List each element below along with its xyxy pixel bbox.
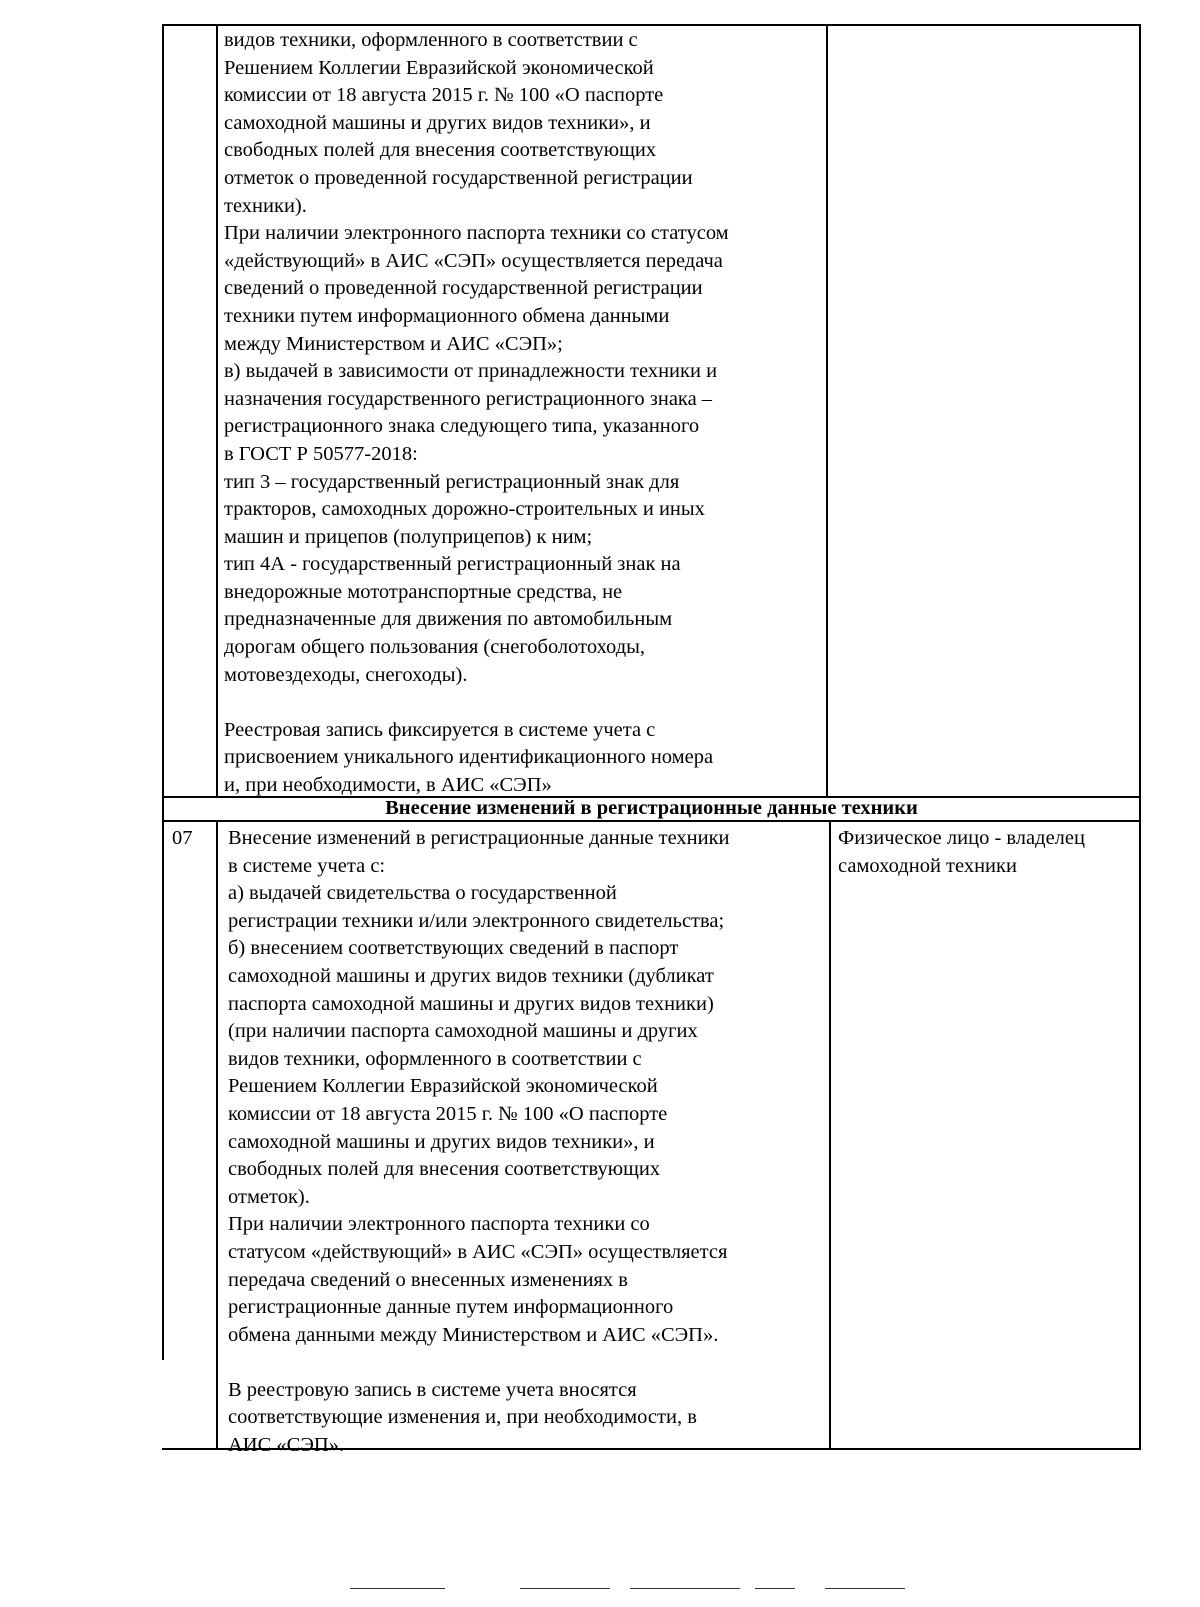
description-line: а) выдачей свидетельства о государственной	[228, 882, 617, 905]
description-line: АИС «СЭП».	[228, 1434, 345, 1457]
description-line: техники).	[224, 194, 307, 217]
description-line: тип 3 – государственный регистрационный знак для	[224, 470, 680, 493]
description-line	[224, 689, 824, 717]
section-heading: Внесение изменений в регистрационные данные техники	[385, 797, 918, 819]
description-line: регистрации техники и/или электронного свидетельства;	[228, 909, 725, 932]
description-line: отметок).	[228, 1185, 310, 1208]
heading-band-bottom-border	[162, 820, 1141, 822]
description-line: сведений о проведенной государственной регистрации	[224, 277, 703, 300]
description-line: статусом «действующий» в АИС «СЭП» осуществляется	[228, 1240, 728, 1263]
description-line: назначения государственного регистрационного знака –	[224, 387, 713, 410]
description-line: мотовездеходы, снегоходы).	[224, 663, 468, 686]
scan-artifact-line	[825, 1588, 905, 1589]
description-line: самоходной машины и других видов техники», и	[228, 1130, 655, 1153]
description-line: тракторов, самоходных дорожно-строительных и иных	[224, 498, 705, 521]
description-line: присвоением уникального идентификационного номера	[224, 746, 714, 769]
description-line: самоходной машины и других видов техники», и	[224, 111, 651, 134]
description-line: дорогам общего пользования (снегоболотоходы,	[224, 636, 646, 659]
number-column-divider	[216, 24, 218, 797]
description-line: (при наличии паспорта самоходной машины и других	[228, 1020, 698, 1043]
row-07-applicant-cell	[838, 825, 1138, 880]
scan-artifact-line	[350, 1588, 445, 1589]
description-line: свободных полей для внесения соответствующих	[224, 139, 657, 162]
description-line: Внесение изменений в регистрационные данные техники	[228, 827, 730, 849]
description-line: и, при необходимости, в АИС «СЭП»	[224, 774, 552, 797]
description-line: В реестровую запись в системе учета вносятся	[228, 1378, 637, 1401]
description-line: машин и прицепов (полуприцепов) к ним;	[224, 525, 593, 548]
description-line: предназначенные для движения по автомобильным	[224, 608, 673, 631]
applicant-column-divider	[826, 24, 828, 797]
description-line: самоходной машины и других видов техники (дубликат	[228, 964, 714, 987]
description-line: тип 4А - государственный регистрационный знак на	[224, 553, 681, 576]
scan-artifact-line	[755, 1588, 795, 1589]
description-line: свободных полей для внесения соответствующих	[228, 1158, 661, 1181]
description-line: в системе учета с:	[228, 854, 386, 877]
description-line: обмена данными между Министерством и АИС «СЭП».	[228, 1323, 719, 1346]
description-line: в) выдачей в зависимости от принадлежности техники и	[224, 360, 718, 383]
scan-artifact-line	[630, 1588, 740, 1589]
description-line: соответствующие изменения и, при необходимости, в	[228, 1406, 697, 1429]
description-line: «действующий» в АИС «СЭП» осуществляется передача	[224, 249, 723, 272]
row-number: 07	[172, 827, 193, 849]
description-line: внедорожные мототранспортные средства, не	[224, 580, 623, 603]
description-line: комиссии от 18 августа 2015 г. № 100 «О паспорте	[224, 84, 664, 107]
description-line: комиссии от 18 августа 2015 г. № 100 «О паспорте	[228, 1102, 668, 1125]
description-line: Реестровая запись фиксируется в системе учета с	[224, 718, 656, 741]
applicant-column-divider	[829, 820, 831, 1450]
description-line: техники путем информационного обмена данными	[224, 304, 670, 327]
continuation-row-description-cell	[224, 27, 824, 800]
description-line: отметок о проведенной государственной регистрации	[224, 166, 693, 189]
table-left-border	[162, 24, 164, 1360]
scan-artifact-line	[520, 1588, 610, 1589]
description-line: Решением Коллегии Евразийской экономической	[224, 56, 654, 79]
description-line: б) внесением соответствующих сведений в паспорт	[228, 937, 679, 960]
applicant-line: самоходной техники	[838, 854, 1017, 877]
table-right-border	[1139, 24, 1141, 1448]
description-line: передача сведений о внесенных изменениях в	[228, 1268, 628, 1291]
description-line	[228, 1349, 826, 1377]
applicant-line: Физическое лицо - владелец	[838, 827, 1085, 849]
description-line: регистрационного знака следующего типа, указанного	[224, 415, 700, 438]
number-column-divider	[216, 820, 218, 1450]
description-line: При наличии электронного паспорта техники со статусом	[224, 222, 729, 245]
description-line: видов техники, оформленного в соответствии с	[228, 1047, 642, 1070]
description-line: между Министерством и АИС «СЭП»;	[224, 332, 563, 355]
description-line: паспорта самоходной машины и других видов техники)	[228, 992, 714, 1015]
description-line: При наличии электронного паспорта техники со	[228, 1213, 650, 1236]
description-line: регистрационные данные путем информационного	[228, 1296, 674, 1319]
description-line: видов техники, оформленного в соответствии с	[224, 29, 638, 51]
table-top-border	[162, 24, 1141, 26]
row-07-description-cell	[228, 825, 826, 1460]
description-line: Решением Коллегии Евразийской экономической	[228, 1075, 658, 1098]
description-line: в ГОСТ Р 50577-2018:	[224, 442, 418, 465]
